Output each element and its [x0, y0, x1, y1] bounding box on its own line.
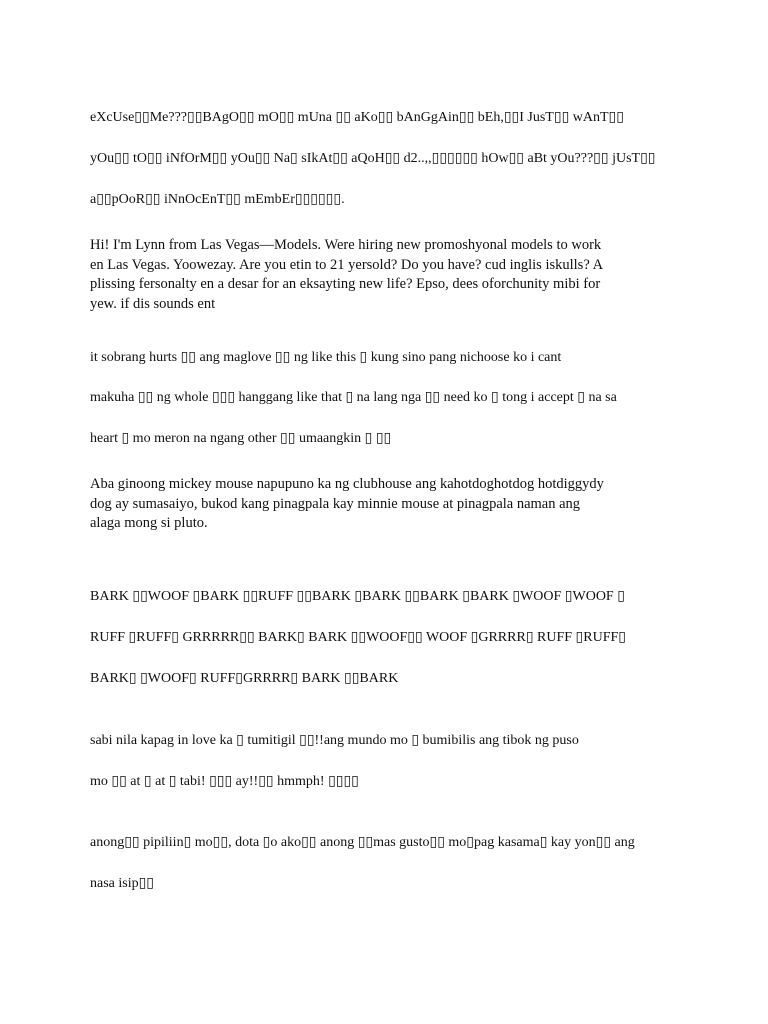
text-line: Hi! I'm Lynn from Las Vegas—Models. Were hiring new promoshyonal models to work [90, 237, 602, 253]
text-line: sabi nila kapag in love ka ▯ tumitigil ▯▯!!ang mundo mo ▯ bumibilis ang tibok ng puso [90, 733, 579, 748]
text-line: yew. if dis sounds ent [90, 295, 216, 312]
text-line: mo ▯▯ at ▯ at ▯ tabi! ▯▯▯ ay!!▯▯ hmmph! ▯▯▯▯ [90, 774, 359, 789]
paragraph [90, 475, 690, 534]
text-line: it sobrang hurts ▯▯ ang maglove ▯▯ ng like this ▯ kung sino pang nichoose ko i cant [90, 350, 562, 365]
text-line: alaga mong si pluto. [90, 515, 208, 531]
text-line: yOu▯▯ tO▯▯ iNfOrM▯▯ yOu▯▯ Na▯ sIkAt▯▯ aQoH▯▯ d2..,,▯▯▯▯▯▯ hOw▯▯ aBt yOu???▯▯ jUsT▯▯ [90, 151, 656, 166]
text-line: makuha ▯▯ ng whole ▯▯▯ hanggang like that ▯ na lang nga ▯▯ need ko ▯ tong i accept ▯ na sa [90, 390, 617, 405]
text-line: eXcUse▯▯Me???▯▯BAgO▯▯ mO▯▯ mUna ▯▯ aKo▯▯ bAnGgAin▯▯ bEh,▯▯I JusT▯▯ wAnT▯▯ [90, 110, 624, 125]
text-line: a▯▯pOoR▯▯ iNnOcEnT▯▯ mEmbEr▯▯▯▯▯▯. [90, 192, 345, 207]
text-line: BARK▯ ▯WOOF▯ RUFF▯GRRRR▯ BARK ▯▯BARK [90, 671, 399, 686]
paragraph [90, 236, 690, 314]
text-line: RUFF ▯RUFF▯ GRRRRR▯▯ BARK▯ BARK ▯▯WOOF▯▯ WOOF ▯GRRRR▯ RUFF ▯RUFF▯ [90, 630, 626, 645]
text-line: nasa isip▯▯ [90, 876, 155, 891]
text-line: anong▯▯ pipiliin▯ mo▯▯, dota ▯o ako▯▯ anong ▯▯mas gusto▯▯ mo▯pag kasama▯ kay yon▯▯ ang [90, 835, 635, 850]
text-line: BARK ▯▯WOOF ▯BARK ▯▯RUFF ▯▯BARK ▯BARK ▯▯BARK ▯BARK ▯WOOF ▯WOOF ▯ [90, 589, 625, 604]
text-line: heart ▯ mo meron na ngang other ▯▯ umaangkin ▯ ▯▯ [90, 431, 392, 446]
text-line: plissing fersonalty en a desar for an eksayting new life? Epso, dees oforchunity mibi for [90, 276, 601, 292]
text-line: dog ay sumasaiyo, bukod kang pinagpala kay minnie mouse at pinagpala naman ang [90, 495, 581, 512]
text-line: Aba ginoong mickey mouse napupuno ka ng clubhouse ang kahotdoghotdog hotdiggydy [90, 476, 604, 492]
text-line: en Las Vegas. Yoowezay. Are you etin to 21 yersold? Do you have? cud inglis iskulls? A [90, 256, 604, 273]
